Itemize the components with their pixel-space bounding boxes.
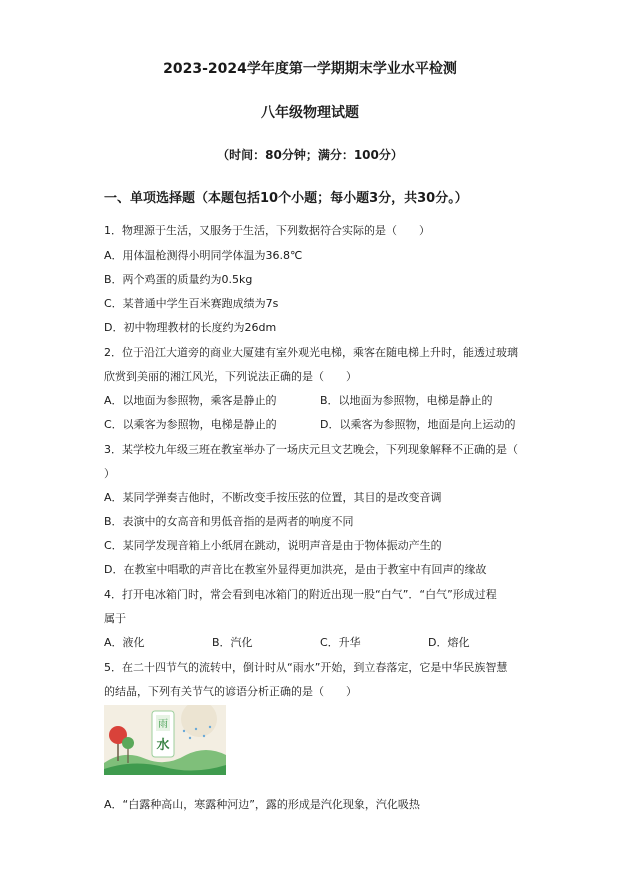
- q2-option-d: D．以乘客为参照物，地面是向上运动的: [320, 418, 516, 431]
- q1-option-a: A．用体温枪测得小明同学体温为36.8℃: [104, 249, 303, 262]
- q1-option-d: D．初中物理教材的长度约为26dm: [104, 321, 277, 334]
- q3-option-d: D．在教室中唱歌的声音比在教室外显得更加洪亮，是由于教室中有回声的缘故: [104, 563, 487, 576]
- exam-info: （时间：80分钟；满分：100分）: [217, 148, 403, 162]
- exam-subtitle: 八年级物理试题: [261, 105, 359, 121]
- q4-stem-line2: 属于: [104, 612, 126, 625]
- q2-stem-line1: 2．位于沿江大道旁的商业大厦建有室外观光电梯，乘客在随电梯上升时，能透过玻璃: [104, 346, 518, 359]
- q1-option-c: C．某普通中学生百米赛跑成绩为7s: [104, 297, 279, 310]
- q3-option-c: C．某同学发现音箱上小纸屑在跳动，说明声音是由于物体振动产生的: [104, 539, 442, 552]
- q3-option-a: A．某同学弹奏吉他时，不断改变手按压弦的位置，其目的是改变音调: [104, 491, 442, 504]
- q3-stem-line2: ）: [104, 467, 115, 480]
- q2-option-c: C．以乘客为参照物，电梯是静止的: [104, 418, 277, 431]
- q2-option-b: B．以地面为参照物，电梯是静止的: [320, 394, 493, 407]
- q1-option-b: B．两个鸡蛋的质量约为0.5kg: [104, 273, 253, 286]
- q4-option-b: B．汽化: [212, 636, 253, 649]
- q1-stem: 1．物理源于生活，又服务于生活，下列数据符合实际的是（ ）: [104, 224, 430, 237]
- figure-char-rain: 雨: [158, 719, 168, 730]
- q4-option-c: C．升华: [320, 636, 361, 649]
- section-heading: 一、单项选择题（本题包括10个小题；每小题3分，共30分。）: [104, 191, 468, 206]
- q2-option-a: A．以地面为参照物，乘客是静止的: [104, 394, 277, 407]
- rain-water-image: [104, 705, 226, 775]
- q2-stem-line2: 欣赏到美丽的湘江风光，下列说法正确的是（ ）: [104, 370, 357, 383]
- figure-char-water: 水: [156, 738, 170, 753]
- q5-option-a: A．“白露种高山，寒露种河边”，露的形成是汽化现象，汽化吸热: [104, 798, 420, 811]
- q4-stem-line1: 4．打开电冰箱门时，常会看到电冰箱门的附近出现一股“白气”．“白气”形成过程: [104, 588, 497, 601]
- rain-water-illustration: [104, 705, 226, 775]
- q3-stem-line1: 3．某学校九年级三班在教室举办了一场庆元旦文艺晚会，下列现象解释不正确的是（: [104, 443, 518, 456]
- q3-option-b: B．表演中的女高音和男低音指的是两者的响度不同: [104, 515, 354, 528]
- q4-option-d: D．熔化: [428, 636, 470, 649]
- q4-option-a: A．液化: [104, 636, 145, 649]
- exam-title: 2023-2024学年度第一学期期末学业水平检测: [163, 61, 457, 77]
- q5-stem-line2: 的结晶，下列有关节气的谚语分析正确的是（ ）: [104, 685, 357, 698]
- q5-stem-line1: 5．在二十四节气的流转中，倒计时从“雨水”开始，到立春落定，它是中华民族智慧: [104, 661, 508, 674]
